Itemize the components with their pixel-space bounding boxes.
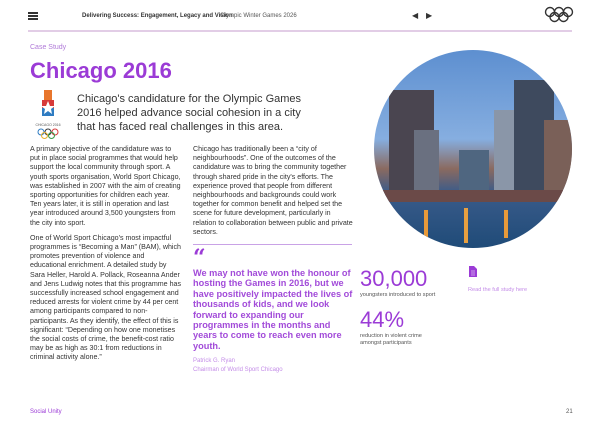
intro-text: Chicago's candidature for the Olympic Games 2016 helped advance social cohesion in a city that has faced real challenges in this area. [77, 93, 302, 133]
olympic-rings-icon [544, 6, 574, 24]
stat-crime-value: 44% [360, 307, 405, 332]
right-paragraph: Chicago has traditionally been a “city of neighbourhoods”. One of the outcomes of the candidature was to bring the community together through shared pride in the city's efforts. The experience proved that people from different neighbourhoods and backgrounds could work together for common benefit and helped set the scene for future development, particularly in relation to collaboration between public and private sectors. [193, 145, 353, 236]
stats-column [360, 266, 460, 347]
chicago-2016-logo [33, 90, 63, 145]
quote-divider [193, 244, 352, 245]
logo-rings-icon [37, 128, 59, 140]
stat-crime-label: reduction in violent crime amongst participants [360, 333, 422, 346]
chicago-river-photo [374, 50, 572, 248]
menu-icon[interactable] [28, 12, 38, 20]
stat-youngsters-label: youngsters introduced to sport [360, 292, 436, 298]
read-study-text [468, 287, 578, 294]
previous-page-icon[interactable]: ◀ [412, 11, 419, 20]
pull-quote: We may not have won the honour of hosting the Games in 2016, but we have positively impacted the lives of thousands of kids, and we look forward to expanding our programmes in the months and years to come to reach even more youth. [193, 268, 353, 351]
footer-section: Social Unity [30, 409, 62, 415]
study-link[interactable]: here [515, 287, 528, 293]
page-title: Chicago 2016 [30, 58, 172, 83]
next-page-icon[interactable]: ▶ [426, 11, 433, 20]
quote-author: Patrick G. Ryan [193, 358, 236, 365]
stat-youngsters-value: 30,000 [360, 266, 428, 291]
logo-text: CHICAGO 2016 [35, 123, 61, 127]
document-title: Delivering Success: Engagement, Legacy and Vision [82, 13, 233, 19]
page-number: 21 [566, 409, 573, 415]
left-paragraph-1: A primary objective of the candidature was to put in place social programmes that would help support the local community through sport. A youth sports organisation, World Sport Chicago, was established in 2007 with the aim of creating sporting opportunities for children each year. Ten years later, it is still in operation and last year introduced around 3,500 youngsters from the city into sport. [30, 145, 181, 227]
quote-mark-icon: “ [193, 248, 206, 267]
document-subtitle: Olympic Winter Games 2026 [220, 13, 297, 19]
section-label: Case Study [30, 44, 67, 51]
header-divider [28, 30, 572, 32]
flame-star-icon [38, 90, 58, 118]
left-column [30, 145, 182, 363]
document-icon[interactable] [469, 266, 477, 277]
quote-author-role: Chairman of World Sport Chicago [193, 367, 283, 374]
read-study-label: Read the full study [468, 287, 516, 293]
left-paragraph-2: One of World Sport Chicago's most impactful programmes is “Becoming a Man” (BAM), which promotes prevention of violence and educational enrichment. A detailed study by Sara Heller, Harold A. Pollack, Roseanna Ander and Jens Ludwig notes that this programme has successfully increased school engagement and reduced arrests for violent crime by 44 per cent among participants compared to non-participants. As they identify, the effect of this is significant: “Depending on how one monetises the social costs of crime, the benefit-cost ratio may be as high as 30:1 from reductions in criminal activity alone.” [30, 233, 182, 362]
middle-column [193, 145, 355, 375]
